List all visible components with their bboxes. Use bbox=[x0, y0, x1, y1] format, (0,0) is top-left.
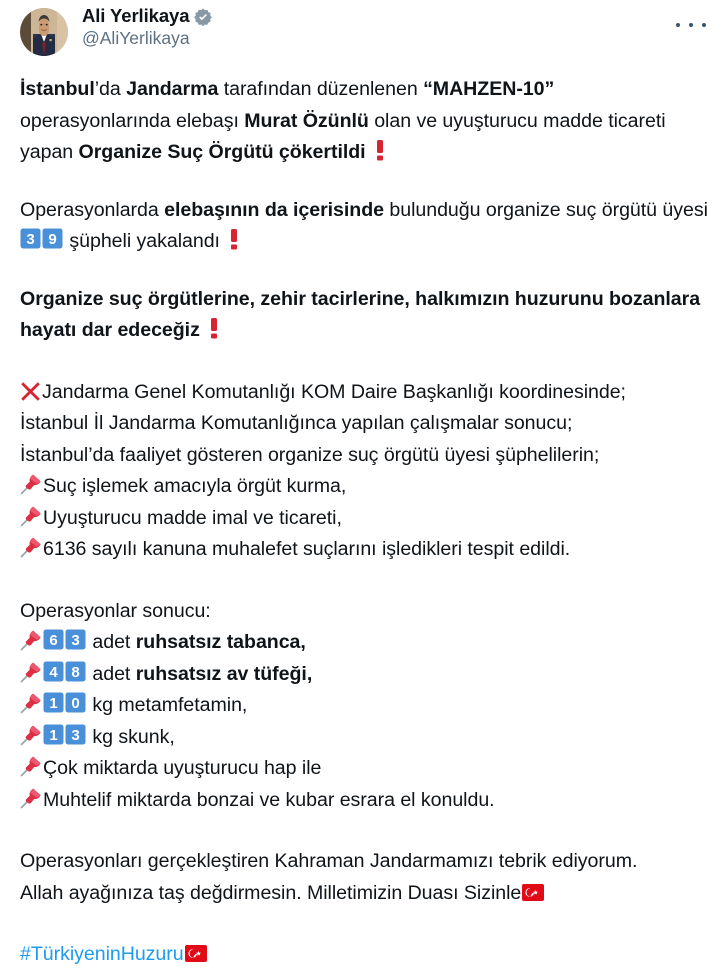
p1-suspect-name: Murat Özünlü bbox=[244, 109, 369, 132]
svg-text:8: 8 bbox=[71, 663, 80, 681]
result-item bbox=[20, 722, 710, 754]
svg-text:3: 3 bbox=[71, 632, 80, 649]
pushpin-icon bbox=[20, 629, 42, 651]
result-text-bold: ruhsatsız tabanca, bbox=[135, 631, 306, 653]
closing-line-2 bbox=[20, 878, 710, 910]
keycap-digit-icon bbox=[65, 724, 86, 745]
p1-seg4: tarafından düzenlenen bbox=[218, 78, 424, 100]
coordination-text-1: Jandarma Genel Komutanlığı KOM Daire Başkanlığı koordinesinde; bbox=[42, 380, 626, 403]
charge-item bbox=[20, 503, 710, 535]
svg-text:0: 0 bbox=[71, 695, 80, 712]
turkey-flag-icon bbox=[522, 884, 544, 901]
keycap-digit-icon bbox=[65, 629, 86, 650]
p2-seg4: şüpheli yakalandı bbox=[64, 230, 220, 252]
red-exclamation-mark-icon bbox=[205, 317, 223, 339]
result-text: Muhtelif miktarda bonzai ve kubar esrara el konuldu. bbox=[43, 788, 495, 811]
p1-operation-name: “MAHZEN-10” bbox=[423, 78, 555, 100]
result-item bbox=[20, 659, 710, 691]
keycap-digit-icon bbox=[42, 228, 63, 249]
keycap-digit-icon bbox=[43, 629, 64, 650]
keycap-digit-icon bbox=[20, 228, 41, 249]
result-text: adet bbox=[87, 631, 136, 653]
charge-text: Suç işlemek amacıyla örgüt kurma, bbox=[43, 475, 347, 497]
result-text: adet bbox=[87, 662, 136, 685]
p2-seg1: Operasyonlarda bbox=[20, 198, 165, 221]
cross-mark-icon bbox=[20, 380, 41, 401]
closing-block bbox=[20, 846, 710, 909]
keycap-digit-icon bbox=[43, 724, 64, 745]
coordination-block bbox=[20, 377, 710, 472]
keycap-digit-icon bbox=[43, 692, 64, 713]
result-item bbox=[20, 627, 710, 659]
charge-text: 6136 sayılı kanuna muhalefet suçlarını işledikleri tespit edildi. bbox=[43, 538, 571, 560]
svg-text:4: 4 bbox=[49, 663, 58, 681]
p1-seg8: olan ve uyuşturucu madde ticareti yapan bbox=[20, 109, 666, 163]
p1-seg9: Organize Suç Örgütü çökertildi bbox=[78, 141, 366, 163]
closing-line-1: Operasyonları gerçekleştiren Kahraman Jandarmamızı tebrik ediyorum. bbox=[20, 850, 638, 872]
ellipsis-dot-icon bbox=[676, 23, 680, 27]
avatar[interactable] bbox=[20, 8, 68, 56]
tweet-paragraph-3 bbox=[20, 284, 710, 347]
pushpin-icon bbox=[20, 787, 42, 809]
p1-seg2: ’da bbox=[94, 78, 127, 100]
charge-text: Uyuşturucu madde imal ve ticareti, bbox=[43, 506, 342, 529]
keycap-digit-icon bbox=[65, 692, 86, 713]
coordination-line-3: İstanbul’da faaliyet gösteren organize suç örgütü üyesi şüphelilerin; bbox=[20, 443, 600, 466]
p1-seg3: Jandarma bbox=[126, 78, 219, 100]
closing-text-2: Allah ayağınıza taş değdirmesin. Milletimizin Duası Sizinle bbox=[20, 881, 522, 904]
svg-text:9: 9 bbox=[48, 231, 57, 248]
svg-text:1: 1 bbox=[49, 726, 58, 744]
results-heading: Operasyonlar sonucu: bbox=[20, 599, 211, 622]
p2-seg3: bulunduğu organize suç örgütü üyesi bbox=[383, 198, 708, 221]
coordination-line-2: İstanbul İl Jandarma Komutanlığınca yapılan çalışmalar sonucu; bbox=[20, 412, 573, 434]
coordination-line-1 bbox=[20, 377, 710, 409]
results-block bbox=[20, 596, 710, 817]
pushpin-icon bbox=[20, 692, 42, 714]
ellipsis-dot-icon bbox=[702, 23, 706, 27]
result-item bbox=[20, 753, 710, 785]
svg-text:3: 3 bbox=[71, 726, 80, 744]
p2-seg2: elebaşının da içerisinde bbox=[164, 198, 384, 221]
tweet-paragraph-2 bbox=[20, 195, 710, 258]
account-handle[interactable]: @AliYerlikaya bbox=[82, 27, 190, 48]
p3-text: Organize suç örgütlerine, zehir tacirlerine, halkımızın huzurunu bozanlara hayatı dar edeceğiz bbox=[20, 287, 701, 341]
display-name[interactable]: Ali Yerlikaya bbox=[82, 5, 190, 26]
result-text: kg metamfetamin, bbox=[87, 694, 248, 716]
account-identity bbox=[82, 6, 212, 48]
hashtag-link[interactable]: #TürkiyeninHuzuru bbox=[20, 943, 184, 965]
charge-item bbox=[20, 471, 710, 503]
more-options-button[interactable] bbox=[674, 14, 708, 36]
tweet-header bbox=[20, 6, 710, 62]
charges-list bbox=[20, 471, 710, 566]
p1-seg6: operasyonlarında elebaşı bbox=[20, 109, 245, 132]
result-item bbox=[20, 785, 710, 817]
result-text: Çok miktarda uyuşturucu hap ile bbox=[43, 757, 322, 779]
turkey-flag-icon bbox=[185, 945, 207, 962]
pushpin-icon bbox=[20, 755, 42, 777]
svg-text:6: 6 bbox=[49, 632, 58, 649]
tweet-text bbox=[20, 74, 710, 971]
verified-badge-icon bbox=[194, 8, 212, 26]
pushpin-icon bbox=[20, 473, 42, 495]
p1-seg1: İstanbul bbox=[20, 78, 95, 100]
pushpin-icon bbox=[20, 536, 42, 558]
hashtag-line bbox=[20, 939, 710, 971]
pushpin-icon bbox=[20, 661, 42, 683]
svg-text:1: 1 bbox=[49, 695, 58, 712]
result-item bbox=[20, 690, 710, 722]
result-text: kg skunk, bbox=[87, 725, 175, 748]
red-exclamation-mark-icon bbox=[371, 139, 389, 161]
pushpin-icon bbox=[20, 724, 42, 746]
pushpin-icon bbox=[20, 505, 42, 527]
result-text-bold: ruhsatsız av tüfeği, bbox=[135, 662, 313, 685]
keycap-digit-icon bbox=[65, 661, 86, 682]
svg-text:3: 3 bbox=[26, 231, 35, 248]
charge-item bbox=[20, 534, 710, 566]
ellipsis-dot-icon bbox=[689, 23, 693, 27]
tweet-paragraph-1 bbox=[20, 74, 710, 169]
keycap-digit-icon bbox=[43, 661, 64, 682]
red-exclamation-mark-icon bbox=[225, 228, 243, 250]
hashtag-block bbox=[20, 939, 710, 971]
